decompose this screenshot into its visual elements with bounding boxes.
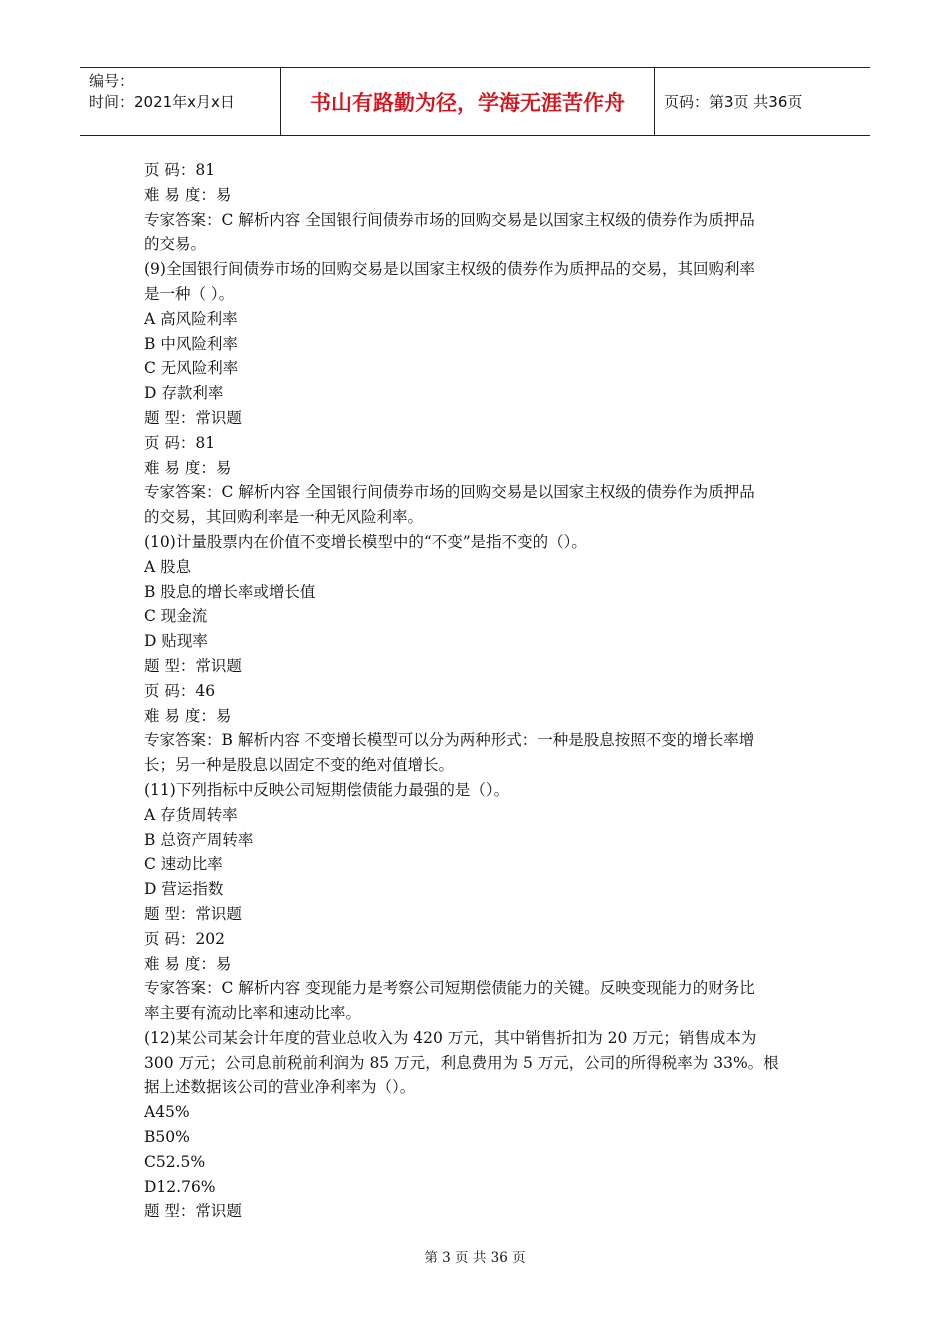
text-line: 难 易 度：易 [144, 458, 232, 477]
header-number-label: 编号： [89, 72, 135, 90]
footer-page-number: 第 3 页 共 36 页 [424, 1250, 526, 1266]
page-header [80, 67, 870, 136]
text-line: D12.76% [144, 1177, 216, 1196]
text-line: 是一种（ ）。 [144, 284, 235, 303]
text-line: 页 码：81 [144, 433, 216, 452]
header-time-label: 时间：2021年x月x日 [89, 93, 235, 111]
text-line: 页 码：46 [144, 681, 216, 700]
page-footer [0, 1246, 950, 1266]
text-line: 专家答案：C 解析内容 变现能力是考察公司短期偿债能力的关键。反映变现能力的财务比 [144, 979, 755, 998]
text-line: 页 码：81 [144, 161, 216, 179]
text-line: B50% [144, 1128, 190, 1147]
text-line: 专家答案：B 解析内容 不变增长模型可以分为两种形式：一种是股息按照不变的增长率增 [144, 731, 755, 750]
text-line: (12)某公司某会计年度的营业总收入为 420 万元，其中销售折扣为 20 万元；销售成本为 [144, 1028, 757, 1047]
text-line: 页 码：202 [144, 929, 226, 948]
text-line: A45% [144, 1103, 190, 1122]
text-line: 题 型：常识题 [144, 656, 242, 675]
text-line: A 高风险利率 [144, 309, 238, 328]
text-line: 300 万元；公司息前税前利润为 85 万元，利息费用为 5 万元，公司的所得税率为 33%。根 [144, 1053, 779, 1072]
text-line: 难 易 度：易 [144, 185, 232, 204]
header-meta-cell [80, 68, 281, 135]
text-line: 专家答案：C 解析内容 全国银行间债券市场的回购交易是以国家主权级的债券作为质押品 [144, 483, 755, 502]
text-line: (10)计量股票内在价值不变增长模型中的“不变”是指不变的（）。 [144, 532, 587, 551]
text-line: C 速动比率 [144, 855, 223, 874]
text-line: 专家答案：C 解析内容 全国银行间债券市场的回购交易是以国家主权级的债券作为质押品 [144, 210, 755, 229]
text-line: C 现金流 [144, 607, 208, 626]
header-page-info: 页码：第3页 共36页 [664, 93, 803, 111]
text-line: 题 型：常识题 [144, 1202, 242, 1221]
text-line: 难 易 度：易 [144, 954, 232, 973]
text-line: D 贴现率 [144, 632, 208, 651]
text-line: (9)全国银行间债券市场的回购交易是以国家主权级的债券作为质押品的交易，其回购利率 [144, 260, 755, 279]
text-line: B 中风险利率 [144, 334, 238, 353]
text-line: 据上述数据该公司的营业净利率为（）。 [144, 1078, 416, 1097]
header-motto: 书山有路勤为径，学海无涯苦作舟 [310, 90, 625, 115]
text-line: A 存货周转率 [144, 805, 238, 824]
text-line: B 股息的增长率或增长值 [144, 582, 316, 601]
text-line: 难 易 度：易 [144, 706, 232, 725]
text-line: D 存款利率 [144, 384, 224, 403]
text-line: 率主要有流动比率和速动比率。 [144, 1004, 362, 1023]
text-line: 题 型：常识题 [144, 904, 242, 923]
text-line: B 总资产周转率 [144, 830, 254, 849]
text-line: 题 型：常识题 [144, 408, 242, 427]
text-line: 的交易。 [144, 235, 207, 254]
header-motto-cell [281, 68, 655, 135]
text-line: 的交易，其回购利率是一种无风险利率。 [144, 508, 424, 527]
text-line: 长；另一种是股息以固定不变的绝对值增长。 [144, 756, 455, 775]
document-body [144, 158, 812, 1224]
text-line: C52.5% [144, 1152, 206, 1171]
text-line: C 无风险利率 [144, 359, 239, 378]
text-line: D 营运指数 [144, 880, 224, 899]
text-line: A 股息 [144, 557, 192, 576]
header-page-cell [655, 68, 870, 135]
text-line: (11)下列指标中反映公司短期偿债能力最强的是（）。 [144, 780, 510, 799]
